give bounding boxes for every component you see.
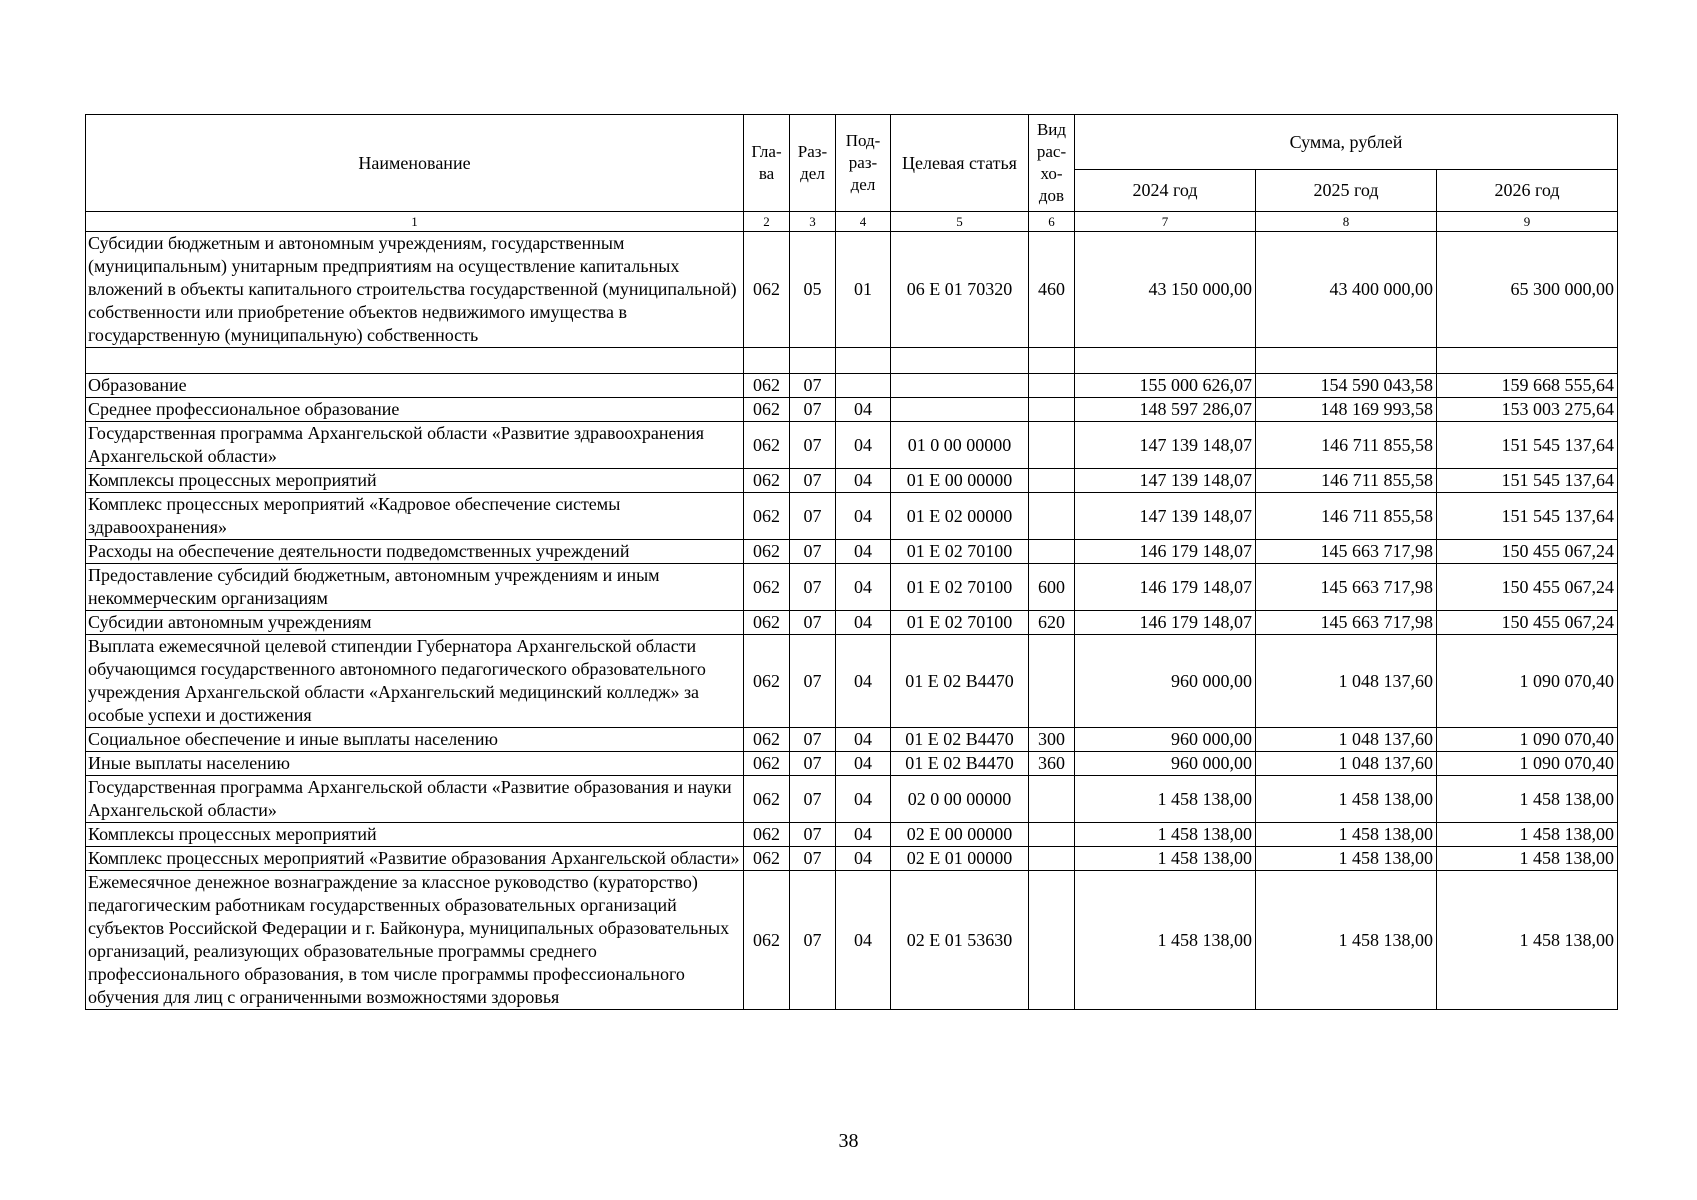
row-razdel: 07	[790, 728, 836, 752]
row-amount-2024: 146 179 148,07	[1075, 611, 1256, 635]
row-amount-2026: 151 545 137,64	[1437, 422, 1618, 469]
row-amount-2024	[1075, 348, 1256, 374]
row-glava: 062	[744, 823, 790, 847]
row-vid	[1029, 540, 1075, 564]
header-razdel: Раз-дел	[790, 115, 836, 212]
row-podrazdel: 04	[836, 823, 891, 847]
row-vid	[1029, 398, 1075, 422]
table-row	[86, 469, 1618, 493]
column-number: 8	[1256, 212, 1437, 232]
row-amount-2024: 960 000,00	[1075, 728, 1256, 752]
row-name: Субсидии автономным учреждениям	[86, 611, 744, 635]
header-name: Наименование	[86, 115, 744, 212]
row-podrazdel: 04	[836, 776, 891, 823]
row-amount-2025: 145 663 717,98	[1256, 540, 1437, 564]
table-row	[86, 871, 1618, 1010]
column-number: 9	[1437, 212, 1618, 232]
header-podrazdel: Под-раз-дел	[836, 115, 891, 212]
row-amount-2024: 155 000 626,07	[1075, 374, 1256, 398]
row-amount-2025: 146 711 855,58	[1256, 422, 1437, 469]
row-amount-2026: 1 458 138,00	[1437, 776, 1618, 823]
row-name: Выплата ежемесячной целевой стипендии Губернатора Архангельской области обучающимся государственного автономного педагогического образовательного учреждения Архангельской области «Архангельский медицинский колледж» за особые успехи и достижения	[86, 635, 744, 728]
row-amount-2025: 1 458 138,00	[1256, 871, 1437, 1010]
row-name: Предоставление субсидий бюджетным, автономным учреждениям и иным некоммерческим организациям	[86, 564, 744, 611]
row-amount-2025: 146 711 855,58	[1256, 469, 1437, 493]
row-amount-2026: 151 545 137,64	[1437, 469, 1618, 493]
row-name: Среднее профессиональное образование	[86, 398, 744, 422]
row-amount-2025: 145 663 717,98	[1256, 564, 1437, 611]
table-row	[86, 540, 1618, 564]
row-name: Расходы на обеспечение деятельности подведомственных учреждений	[86, 540, 744, 564]
row-name: Комплексы процессных мероприятий	[86, 469, 744, 493]
row-vid	[1029, 823, 1075, 847]
row-razdel: 07	[790, 398, 836, 422]
table-row	[86, 564, 1618, 611]
row-podrazdel: 04	[836, 422, 891, 469]
row-tselevaya: 01 Е 02 70100	[891, 540, 1029, 564]
row-amount-2025: 1 458 138,00	[1256, 847, 1437, 871]
table-row	[86, 232, 1618, 348]
row-vid	[1029, 374, 1075, 398]
row-razdel: 07	[790, 611, 836, 635]
table-row	[86, 374, 1618, 398]
table-row	[86, 422, 1618, 469]
row-amount-2024: 146 179 148,07	[1075, 540, 1256, 564]
row-glava: 062	[744, 635, 790, 728]
row-tselevaya: 01 Е 02 В4470	[891, 635, 1029, 728]
row-name: Образование	[86, 374, 744, 398]
table-row	[86, 847, 1618, 871]
row-razdel: 07	[790, 469, 836, 493]
row-podrazdel	[836, 348, 891, 374]
row-glava: 062	[744, 232, 790, 348]
row-vid	[1029, 348, 1075, 374]
row-name	[86, 348, 744, 374]
row-podrazdel: 04	[836, 564, 891, 611]
row-podrazdel: 01	[836, 232, 891, 348]
row-name: Комплекс процессных мероприятий «Развитие образования Архангельской области»	[86, 847, 744, 871]
row-name: Комплекс процессных мероприятий «Кадровое обеспечение системы здравоохранения»	[86, 493, 744, 540]
header-year-2025: 2025 год	[1256, 170, 1437, 212]
row-razdel: 05	[790, 232, 836, 348]
row-amount-2025: 154 590 043,58	[1256, 374, 1437, 398]
row-vid: 460	[1029, 232, 1075, 348]
row-glava: 062	[744, 422, 790, 469]
row-name: Комплексы процессных мероприятий	[86, 823, 744, 847]
row-razdel: 07	[790, 752, 836, 776]
row-vid: 620	[1029, 611, 1075, 635]
row-vid	[1029, 847, 1075, 871]
column-number: 1	[86, 212, 744, 232]
row-tselevaya: 01 Е 02 70100	[891, 564, 1029, 611]
row-tselevaya: 01 Е 00 00000	[891, 469, 1029, 493]
row-razdel: 07	[790, 847, 836, 871]
row-glava: 062	[744, 611, 790, 635]
row-tselevaya	[891, 374, 1029, 398]
header-year-2024: 2024 год	[1075, 170, 1256, 212]
column-numbers-row	[86, 212, 1618, 232]
row-podrazdel: 04	[836, 398, 891, 422]
row-vid	[1029, 422, 1075, 469]
row-amount-2024: 147 139 148,07	[1075, 493, 1256, 540]
row-glava: 062	[744, 469, 790, 493]
row-amount-2026: 65 300 000,00	[1437, 232, 1618, 348]
row-amount-2025: 1 048 137,60	[1256, 728, 1437, 752]
row-tselevaya: 01 0 00 00000	[891, 422, 1029, 469]
column-number: 5	[891, 212, 1029, 232]
row-amount-2024: 146 179 148,07	[1075, 564, 1256, 611]
row-glava	[744, 348, 790, 374]
table-row	[86, 823, 1618, 847]
header-vid: Вид рас-хо-дов	[1029, 115, 1075, 212]
row-razdel: 07	[790, 374, 836, 398]
row-podrazdel: 04	[836, 752, 891, 776]
table-body	[86, 232, 1618, 1010]
row-amount-2025: 148 169 993,58	[1256, 398, 1437, 422]
row-name: Иные выплаты населению	[86, 752, 744, 776]
budget-table	[85, 114, 1618, 1010]
row-podrazdel: 04	[836, 728, 891, 752]
row-amount-2026: 150 455 067,24	[1437, 611, 1618, 635]
table-row	[86, 398, 1618, 422]
row-amount-2024: 148 597 286,07	[1075, 398, 1256, 422]
row-amount-2024: 960 000,00	[1075, 752, 1256, 776]
row-amount-2024: 1 458 138,00	[1075, 776, 1256, 823]
row-glava: 062	[744, 493, 790, 540]
row-razdel: 07	[790, 776, 836, 823]
row-glava: 062	[744, 752, 790, 776]
table-row	[86, 348, 1618, 374]
header-summa: Сумма, рублей	[1075, 115, 1618, 170]
row-glava: 062	[744, 374, 790, 398]
row-tselevaya: 06 Е 01 70320	[891, 232, 1029, 348]
column-number: 6	[1029, 212, 1075, 232]
row-amount-2026: 159 668 555,64	[1437, 374, 1618, 398]
header-tselevaya: Целевая статья	[891, 115, 1029, 212]
table-row	[86, 752, 1618, 776]
row-amount-2026: 1 090 070,40	[1437, 635, 1618, 728]
table-row	[86, 728, 1618, 752]
row-podrazdel: 04	[836, 871, 891, 1010]
row-amount-2025: 146 711 855,58	[1256, 493, 1437, 540]
row-tselevaya: 01 Е 02 70100	[891, 611, 1029, 635]
row-amount-2026: 1 458 138,00	[1437, 871, 1618, 1010]
row-podrazdel: 04	[836, 611, 891, 635]
row-amount-2026: 1 458 138,00	[1437, 823, 1618, 847]
row-amount-2026: 151 545 137,64	[1437, 493, 1618, 540]
row-vid	[1029, 469, 1075, 493]
row-amount-2024: 147 139 148,07	[1075, 422, 1256, 469]
table-row	[86, 776, 1618, 823]
row-vid	[1029, 493, 1075, 540]
row-amount-2025: 1 458 138,00	[1256, 823, 1437, 847]
row-tselevaya: 02 0 00 00000	[891, 776, 1029, 823]
row-amount-2024: 960 000,00	[1075, 635, 1256, 728]
row-glava: 062	[744, 564, 790, 611]
row-tselevaya: 01 Е 02 В4470	[891, 728, 1029, 752]
row-amount-2024: 1 458 138,00	[1075, 871, 1256, 1010]
row-amount-2026: 153 003 275,64	[1437, 398, 1618, 422]
row-amount-2025: 145 663 717,98	[1256, 611, 1437, 635]
row-vid: 600	[1029, 564, 1075, 611]
row-vid: 300	[1029, 728, 1075, 752]
row-amount-2025: 43 400 000,00	[1256, 232, 1437, 348]
row-name: Субсидии бюджетным и автономным учреждениям, государственным (муниципальным) унитарным предприятиям на осуществление капитальных вложений в объекты капитального строительства государственной (муниципальной) собственности или приобретение объектов недвижимого имущества в государственную (муниципальную) собственность	[86, 232, 744, 348]
row-podrazdel: 04	[836, 540, 891, 564]
row-name: Ежемесячное денежное вознаграждение за классное руководство (кураторство) педагогическим работникам государственных образовательных организаций субъектов Российской Федерации и г. Байконура, муниципальных образовательных организаций, реализующих образовательные программы среднего профессионального образования, в том числе программы профессионального обучения для лиц с ограниченными возможностями здоровья	[86, 871, 744, 1010]
table-row	[86, 611, 1618, 635]
row-amount-2024: 1 458 138,00	[1075, 847, 1256, 871]
page-number: 38	[838, 1130, 859, 1152]
row-amount-2026: 1 090 070,40	[1437, 752, 1618, 776]
row-razdel: 07	[790, 493, 836, 540]
row-amount-2024: 1 458 138,00	[1075, 823, 1256, 847]
row-glava: 062	[744, 398, 790, 422]
row-amount-2025	[1256, 348, 1437, 374]
row-amount-2026: 1 458 138,00	[1437, 847, 1618, 871]
row-glava: 062	[744, 871, 790, 1010]
row-glava: 062	[744, 847, 790, 871]
row-tselevaya: 01 Е 02 В4470	[891, 752, 1029, 776]
row-podrazdel	[836, 374, 891, 398]
row-tselevaya	[891, 398, 1029, 422]
row-amount-2024: 43 150 000,00	[1075, 232, 1256, 348]
row-amount-2024: 147 139 148,07	[1075, 469, 1256, 493]
row-vid	[1029, 635, 1075, 728]
row-name: Государственная программа Архангельской области «Развитие здравоохранения Архангельской области»	[86, 422, 744, 469]
row-razdel: 07	[790, 540, 836, 564]
column-number: 4	[836, 212, 891, 232]
row-tselevaya: 02 Е 01 53630	[891, 871, 1029, 1010]
table-row	[86, 493, 1618, 540]
row-vid	[1029, 776, 1075, 823]
row-tselevaya	[891, 348, 1029, 374]
column-number: 7	[1075, 212, 1256, 232]
row-tselevaya: 02 Е 00 00000	[891, 823, 1029, 847]
row-razdel	[790, 348, 836, 374]
row-razdel: 07	[790, 823, 836, 847]
row-name: Государственная программа Архангельской области «Развитие образования и науки Архангельской области»	[86, 776, 744, 823]
header-glava: Гла-ва	[744, 115, 790, 212]
row-tselevaya: 02 Е 01 00000	[891, 847, 1029, 871]
row-amount-2026: 150 455 067,24	[1437, 564, 1618, 611]
row-glava: 062	[744, 728, 790, 752]
row-podrazdel: 04	[836, 847, 891, 871]
row-amount-2025: 1 048 137,60	[1256, 752, 1437, 776]
row-amount-2025: 1 458 138,00	[1256, 776, 1437, 823]
row-amount-2025: 1 048 137,60	[1256, 635, 1437, 728]
table-row	[86, 635, 1618, 728]
column-number: 3	[790, 212, 836, 232]
row-vid	[1029, 871, 1075, 1010]
row-name: Социальное обеспечение и иные выплаты населению	[86, 728, 744, 752]
row-razdel: 07	[790, 564, 836, 611]
row-glava: 062	[744, 540, 790, 564]
column-number: 2	[744, 212, 790, 232]
row-podrazdel: 04	[836, 635, 891, 728]
row-podrazdel: 04	[836, 469, 891, 493]
row-razdel: 07	[790, 422, 836, 469]
row-amount-2026: 1 090 070,40	[1437, 728, 1618, 752]
row-amount-2026: 150 455 067,24	[1437, 540, 1618, 564]
row-vid: 360	[1029, 752, 1075, 776]
row-amount-2026	[1437, 348, 1618, 374]
row-podrazdel: 04	[836, 493, 891, 540]
row-razdel: 07	[790, 871, 836, 1010]
row-razdel: 07	[790, 635, 836, 728]
row-tselevaya: 01 Е 02 00000	[891, 493, 1029, 540]
row-glava: 062	[744, 776, 790, 823]
header-year-2026: 2026 год	[1437, 170, 1618, 212]
